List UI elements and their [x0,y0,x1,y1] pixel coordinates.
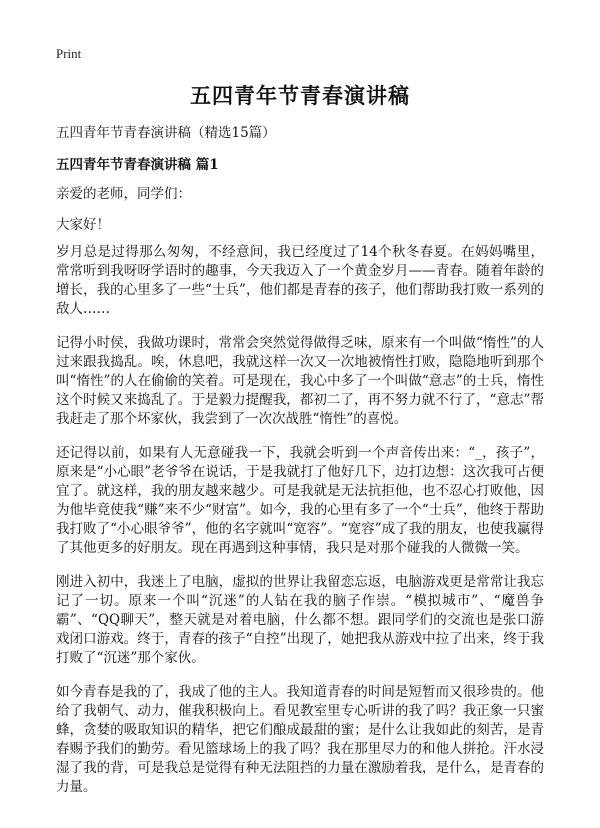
speech-body [56,243,544,812]
section-heading: 五四青年节青春演讲稿 篇1 [56,157,219,173]
paragraph: 岁月总是过得那么匆匆，不经意间，我已经度过了14个秋冬春夏。在妈妈嘴里，常常听到我呀呀学语时的趣事，今天我迈入了一个黄金岁月——青春。随着年龄的增长，我的心里多了一些“士兵”，他们都是青春的孩子，他们帮助我打败一系列的敌人…… [56,244,544,317]
document-title: 五四青年节青春演讲稿 [190,83,410,108]
paragraph: 刚进入初中，我迷上了电脑，虚拟的世界让我留恋忘返，电脑游戏更是常常让我忘记了一切。原来一个叫“沉迷”的人钻在我的脑子作崇。“模拟城市”、“魔兽争霸”、“QQ聊天”，整天就是对着电脑，什么都不想。跟同学们的交流也是张口游戏闭口游戏。终于，青春的孩子“自控”出现了，她把我从游戏中拉了出来，终于我打败了“沉迷”那个家伙。 [56,574,544,666]
print-link[interactable]: Print [56,46,82,61]
paragraph: 如今青春是我的了，我成了他的主人。我知道青春的时间是短暂而又很珍贵的。他给了我朝气、动力，催我积极向上。看见教室里专心听讲的我了吗？我正象一只蜜蜂，贪婪的吸取知识的精华，把它们酿成最甜的蜜；是什么让我如此的刻苦，是青春赐予我们的勤劳。看见篮球场上的我了吗？我在那里尽力的和他人拼抢。汗水浸湿了我的背，可是我总是觉得有种无法阻挡的力量在激励着我，是什么，是青春的力量。 [56,684,544,795]
paragraph: 还记得以前，如果有人无意碰我一下，我就会听到一个声音传出来：“_，孩子”，原来是“小心眼”老爷爷在说话，于是我就打了他好几下，边打边想：这次我可占便宜了。就这样，我的朋友越来越少。可是我就是无法抗拒他，也不忍心打败他，因为他毕竟使我“赚”来不少“财富”。如今，我的心里有多了一个“士兵”，他终于帮助我打败了“小心眼爷爷”，他的名字就叫“宽容”。“宽容”成了我的朋友，也使我赢得了其他更多的好朋友。现在再遇到这种事情，我只是对那个碰我的人微微一笑。 [56,445,544,556]
document-subtitle: 五四青年节青春演讲稿（精选15篇） [56,125,276,141]
greeting-line: 亲爱的老师，同学们： [56,186,191,202]
hello-line: 大家好！ [56,217,110,233]
paragraph: 记得小时侯，我做功课时，常常会突然觉得做得乏味，原来有一个叫做“惰性”的人过来跟我捣乱。唉，休息吧，我就这样一次又一次地被惰性打败，隐隐地听到那个叫“惰性”的人在偷偷的笑着。可是现在，我心中多了一个叫做“意志”的士兵，惰性这个时候又来捣乱了。于是毅力提醒我，都初二了，再不努力就不行了，“意志”帮我赶走了那个坏家伙，我尝到了一次次战胜“惰性”的喜悦。 [56,335,544,427]
